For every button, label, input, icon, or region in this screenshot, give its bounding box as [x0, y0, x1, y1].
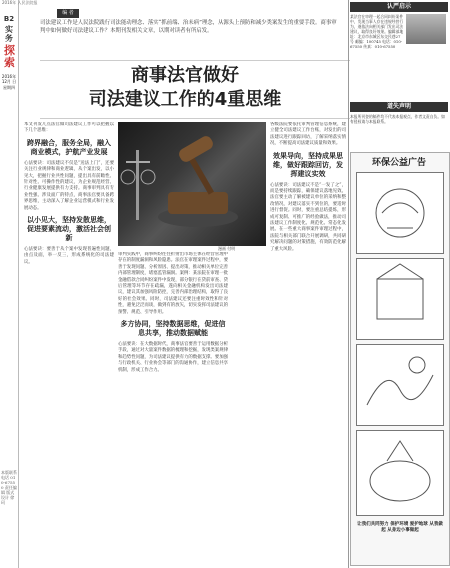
subheading-2: 以小见大，坚持发散思维，促进要素流动，激活社会创新: [27, 216, 111, 243]
section-name: 实务: [5, 25, 13, 43]
ad-illustration-3: [356, 344, 444, 426]
rail-footer: 本版联系电话 010-67550 责任编辑 版式设计 徐珂: [1, 470, 17, 505]
sidebar-heading-2: 道失声明: [350, 102, 448, 112]
subheading-1: 跨界融合，服务全局，融入商业模式，护航产业发展: [27, 138, 111, 156]
article-column-2: [118, 252, 228, 562]
body-paragraph: 审判实践中，商事纠纷往往折射出市场主体在经营管理中存在的制度漏洞和风险隐患。法官在审理案件过程中，要善于发现问题、分析原因、提出对策，推动相关单位完善内部管理制度，堵塞监管漏洞。案例：某法院在审理一批金融借款合同纠纷案件中发现，部分银行在贷前审查、贷后管理等环节存在疏漏，遂向相关金融机构发出司法建议，建议其加强风险防控，完善内部治理结构，取得了良好的社会效果。同时，司法建议还要注重时效性和针对性，避免泛泛而谈，做到有的放矢，切实发挥司法建议的预警、规范、引导作用。: [118, 252, 228, 315]
issue-weekday: 星期四: [3, 85, 15, 90]
body-paragraph: 心法要诀：在大数据时代，商事法官要善于运用数据分析手段，通过对大量案件数据的梳理和挖掘，发现类案规律和趋势性问题，为司法建议提供有力的数据支撑。要加强与行政机关、行业协会等部门的沟通协作，建立信息共享机制，形成工作合力。: [118, 342, 228, 373]
body-paragraph: 心法要诀：司法建议不仅是“送法上门”，还要关注行业规律和商业逻辑，从个案出发，以小见大，把握行业共性问题，提出具有前瞻性、针对性、可操作性的建议，为企业规范经营、行业健康发展提供有力支持。商事审判具有专业性强、涉及面广的特点，商事法官要具备跨界思维，主动深入了解企业运营模式和行业发展动态。: [24, 160, 114, 211]
section-logo: 探索: [4, 44, 15, 69]
sidebar-text-2: 本报所刊登的稿件均不代表本报观点，作者文责自负。如有侵权请与本报联系。: [350, 114, 445, 124]
body-paragraph: 心法要诀：司法建议不是“一发了之”，而是要持续跟踪，确保建议落地见效。法官要主动了解被建议单位的采纳和整改情况，对建议落实不到位的，要适时进行督促。同时，要注重总结提炼，形成可复制、可推广的经验做法，推动司法建议工作制度化、规范化、常态化发展。在一些重大商事案件审理过程中，法院与相关部门联合开展调研，共同研究解决问题的对策措施，有效防范化解了重大风险。: [270, 182, 346, 252]
intro-paragraph: 本文刊发几点法官做司法建议工作可以把握以下几个思维：: [24, 122, 114, 134]
body-paragraph: 各级法院要依托审判管理信息系统，建立健全司法建议工作台账，对发出的司法建议进行跟踪回访，了解采纳落实情况，不断提高司法建议质量和效果。: [270, 122, 346, 147]
photo-caption: 漫画 付明: [218, 246, 236, 251]
divider: [40, 60, 350, 61]
headline: [70, 64, 300, 112]
article-column-1: [24, 122, 114, 562]
ad-illustration-4: [356, 430, 444, 516]
gavel-photo: [118, 122, 266, 246]
headline-line-1: 商事法官做好: [131, 65, 239, 86]
editor-note-tag: 编 者: [57, 9, 79, 18]
article-column-3: [270, 122, 346, 562]
subheading-3: 多方协同，坚持数据思维，促进信息共享，推动数据赋能: [120, 320, 226, 338]
ad-illustration-1: [356, 172, 444, 254]
headline-line-2: 司法建议工作的4重思维: [88, 89, 282, 110]
newspaper-header: 2016年 人民法院报: [2, 0, 38, 5]
author-photo: [406, 14, 446, 44]
ad-slogan: 让我们共同努力 保护环境 爱护地球 从我做起 从身边小事做起: [357, 522, 443, 533]
subheading-4: 效果导向，坚持成果思维，做好跟踪回访，发挥建议实效: [273, 151, 343, 178]
sidebar-text-1: 某法官在审理一起合同纠纷案件中，发现当事人存在违规经营行为，遂依法向相关部门发出司法建议，取得良好效果。编辑部地址：北京市东城区东交民巷27号 邮编：100745 电话：010-67550 传真：010-67550: [350, 14, 404, 49]
ad-title: 环保公益广告: [371, 158, 426, 168]
sidebar-heading-1: 认严启示: [350, 2, 448, 12]
editor-note: 司法建议工作是人民法院践行司法能动理念、落实“抓前端、治未病”理念，从源头上预防和减少类案发生的重要手段。商事审判中如何做好司法建议工作？本期刊发相关文章，以期对读者有所启发。: [40, 20, 337, 34]
issue-date: 2016年 12月 日: [1, 74, 17, 84]
page-number: B2: [3, 15, 15, 23]
ad-illustration-2: [356, 258, 444, 340]
divider: [40, 118, 350, 119]
body-paragraph: 心法要诀：要善于从个案中发现普遍性问题，由点及面，举一反三，形成系统化的司法建议。: [24, 247, 114, 265]
